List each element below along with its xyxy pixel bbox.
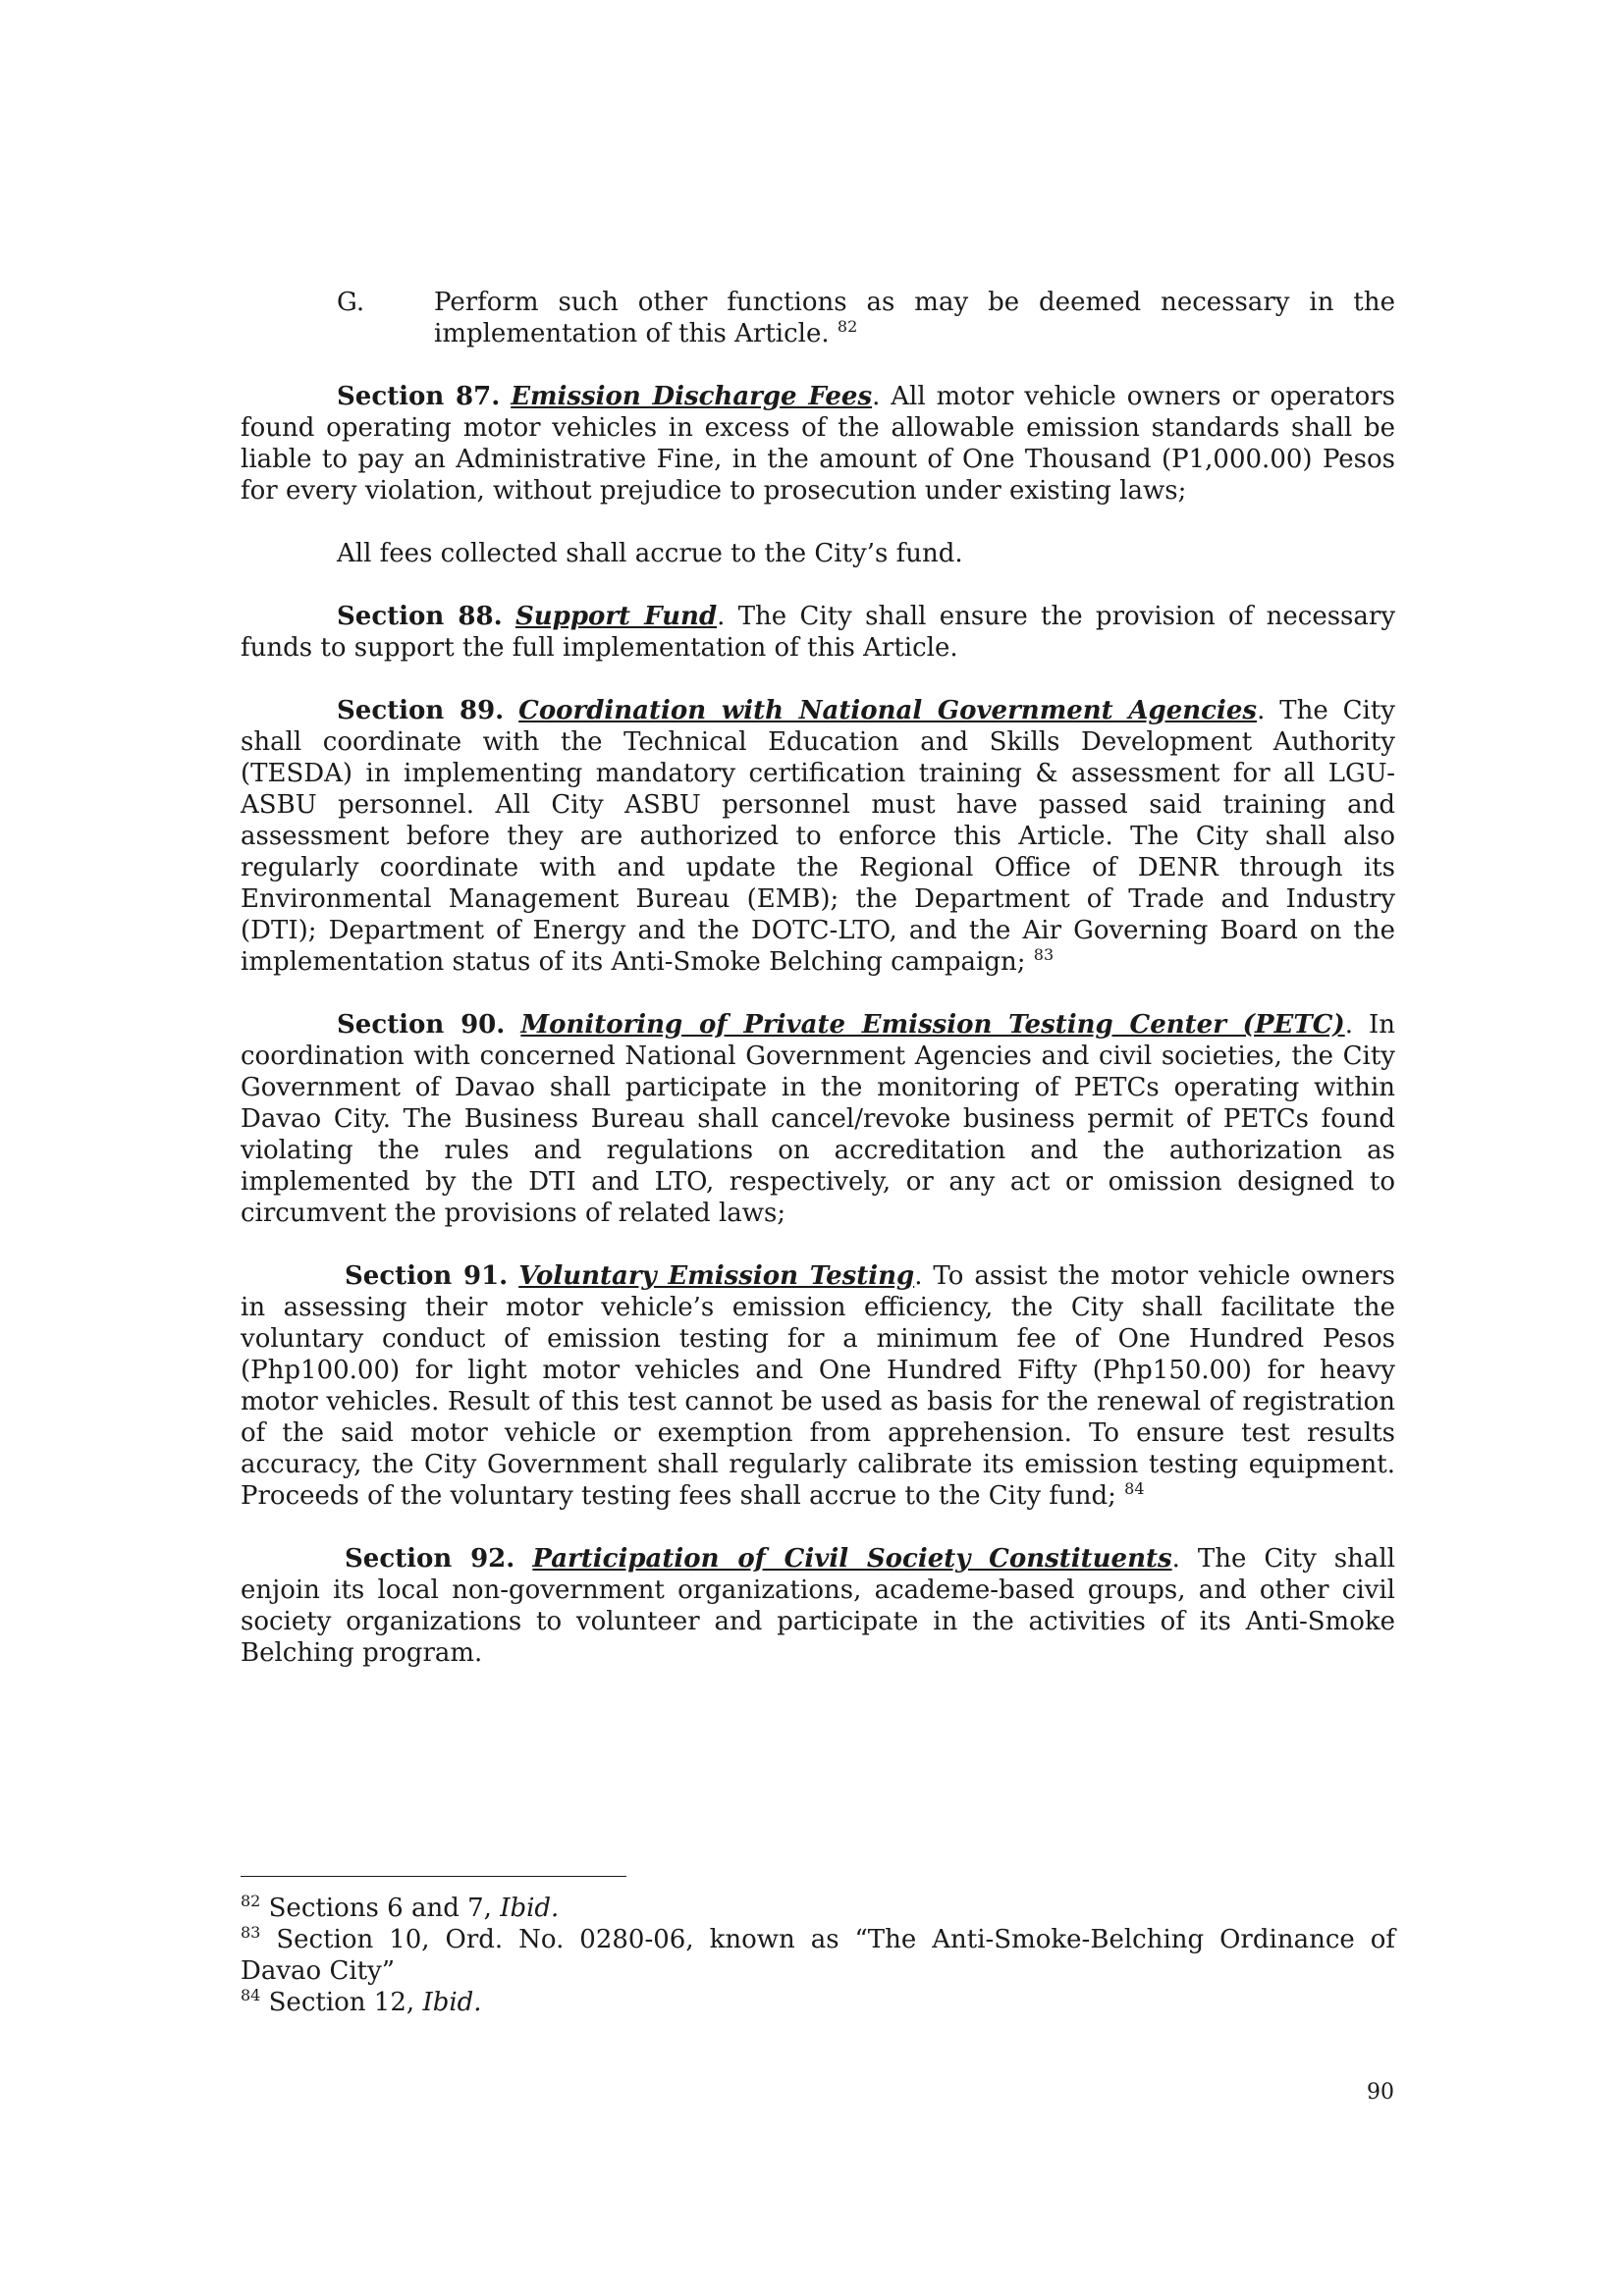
footnote-number: 84 <box>241 1986 261 2004</box>
section-92 <box>241 1543 1395 1669</box>
section-label: Section 89. <box>337 696 505 725</box>
section-body: . In coordination with concerned National Government Agencies and civil societies, the City Government of Davao shall participate in the monitoring of PETCs operating within Davao City. The Business Bureau shall cancel/revoke business permit of PETCs found violating the rules and regulations on accreditation and the authorization as implemented by the DTI and LTO, respectively, or any act or omission designed to circumvent the provisions of related laws; <box>241 1010 1395 1228</box>
section-label: Section 90. <box>337 1010 506 1040</box>
footnotes <box>241 1893 1395 2018</box>
footnote-83: $^{83}$ Section 10, Ord. No. 0280-06, known as “The Anti-Smoke-Belching Ordinance of Davao City” <box>241 1923 1396 1986</box>
section-title: Coordination with National Government Agencies <box>518 696 1258 725</box>
section-label: Section 92. <box>345 1544 515 1574</box>
section-body: . The City shall enjoin its local non-government organizations, academe-based groups, and other civil society organizations to volunteer and participate in the activities of its Anti-Smoke Belching program. <box>241 1544 1395 1668</box>
list-item-g <box>337 287 1395 349</box>
document-body <box>241 287 1395 1700</box>
section-title: Participation of Civil Society Constituents <box>532 1544 1172 1574</box>
list-item-text: Perform such other functions as may be deemed necessary in the implementation of this Article. $^{82}$ <box>434 288 1395 348</box>
section-body: . The City shall coordinate with the Technical Education and Skills Development Authority (TESDA) in implementing mandatory certification training & assessment for all LGU-ASBU personnel. All City ASBU personnel must have passed said training and assessment before they are authorized to enforce this Article. The City shall also regularly coordinate with and update the Regional Office of DENR through its Environmental Management Bureau (EMB); the Department of Trade and Industry (DTI); Department of Energy and the DOTC-LTO, and the Air Governing Board on the implementation status of its Anti-Smoke Belching campaign; <box>241 696 1395 977</box>
footnote-84: $^{84}$ Section 12, Ibid. <box>241 1986 482 2017</box>
section-title: Monitoring of Private Emission Testing Center (PETC) <box>520 1010 1345 1040</box>
section-label: Section 88. <box>337 602 503 631</box>
section-label: Section 87. <box>337 382 501 411</box>
footnote-ref-83: 83 <box>1033 945 1055 964</box>
section-90 <box>241 1009 1395 1229</box>
section-label: Section 91. <box>345 1261 509 1291</box>
list-item-letter: G. <box>337 288 365 317</box>
section-title: Voluntary Emission Testing <box>518 1261 915 1291</box>
footnote-number: 83 <box>241 1923 261 1942</box>
section-88 <box>241 601 1395 664</box>
section-89 <box>241 695 1395 978</box>
footnote-number: 82 <box>241 1892 261 1910</box>
footnote-ref-82: 82 <box>837 317 858 336</box>
section-title: Emission Discharge Fees <box>511 382 873 411</box>
section-body: . All motor vehicle owners or operators found operating motor vehicles in excess of the allowable emission standards shall be liable to pay an Administrative Fine, in the amount of One Thousand (P1,000.00) Pesos for every violation, without prejudice to prosecution under existing laws; <box>241 382 1395 506</box>
footnote-divider <box>241 1876 626 1877</box>
fees-accrue-paragraph: All fees collected shall accrue to the City’s fund. <box>337 539 963 568</box>
section-91 <box>241 1260 1395 1512</box>
footnote-82: $^{82}$ Sections 6 and 7, Ibid. <box>241 1892 560 1923</box>
section-body: . To assist the motor vehicle owners in assessing their motor vehicle’s emission efficiency, the City shall facilitate the voluntary conduct of emission testing for a minimum fee of One Hundred Pesos (Php100.00) for light motor vehicles and One Hundred Fifty (Php150.00) for heavy motor vehicles. Result of this test cannot be used as basis for the renewal of registration of the said motor vehicle or exemption from apprehension. To ensure test results accuracy, the City Government shall regularly calibrate its emission testing equipment. Proceeds of the voluntary testing fees shall accrue to the City fund; <box>241 1261 1395 1511</box>
section-87 <box>241 381 1395 507</box>
footnote-ref-84: 84 <box>1124 1479 1145 1498</box>
section-title: Support Fund <box>514 602 718 631</box>
page-number: 90 <box>1367 2080 1394 2105</box>
section-body: . The City shall ensure the provision of necessary funds to support the full implementation of this Article. <box>241 602 1396 663</box>
